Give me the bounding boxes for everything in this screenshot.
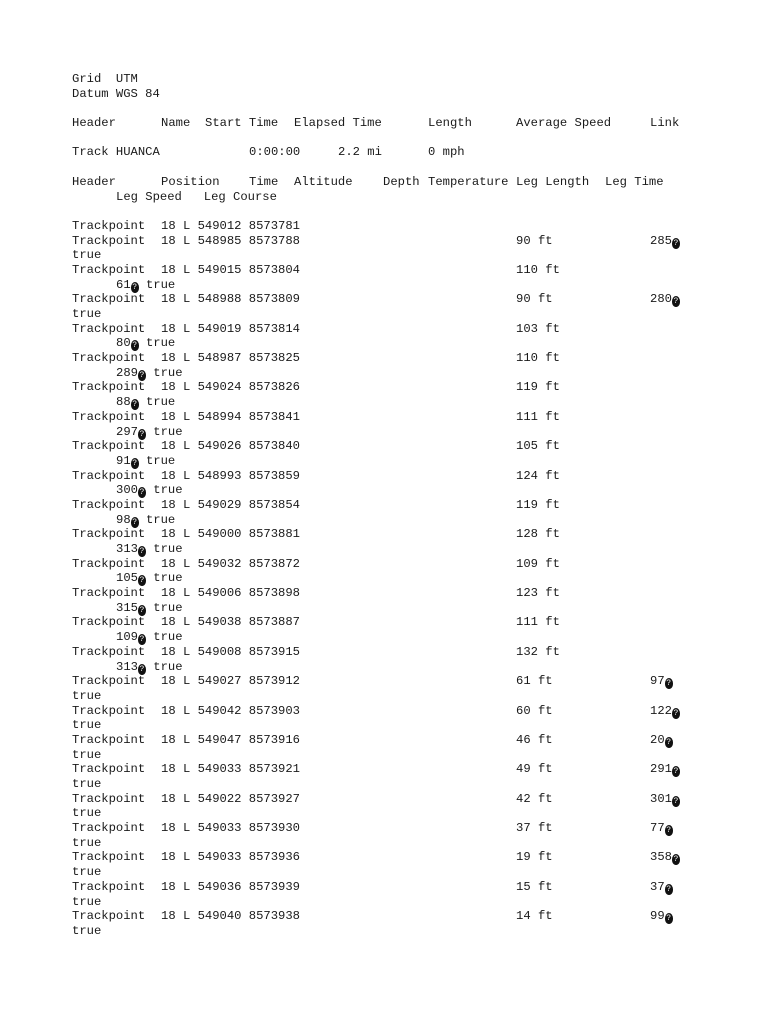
replacement-char-icon: ? <box>139 635 145 645</box>
wrap-true-value: true <box>72 894 102 909</box>
trackpoint-wrap-row <box>72 483 762 498</box>
trackpoint-row <box>72 733 762 748</box>
wrap-true-value: true <box>72 248 102 263</box>
wrap-course <box>116 366 183 381</box>
trackpoint-label: Trackpoint <box>72 644 146 659</box>
track-header-cell-3: Elapsed Time <box>294 116 382 131</box>
leg-course-value: 285 <box>650 233 672 248</box>
trackpoint-label: Trackpoint <box>72 674 146 689</box>
wrap-true-value: true <box>72 747 102 762</box>
leg-length: 124 ft <box>516 468 560 483</box>
leg-length: 19 ft <box>516 850 553 865</box>
trackpoint-position: 18 L 548987 8573825 <box>161 351 300 366</box>
track-header-cell-5: Average Speed <box>516 116 612 131</box>
trackpoint-row <box>72 292 762 307</box>
trackpoint-wrap-row <box>72 571 762 586</box>
trackpoint-label: Trackpoint <box>72 879 146 894</box>
leg-length: 60 ft <box>516 703 553 718</box>
wrap-true-value: true <box>72 865 102 880</box>
wrap-true-value: true <box>72 307 102 321</box>
gps-track-document <box>72 72 762 939</box>
trackpoint-row <box>72 909 762 924</box>
replacement-char-icon: ? <box>139 547 145 556</box>
replacement-char-icon: ? <box>673 297 679 307</box>
wrap-course-value: 61 <box>116 277 131 292</box>
trackpoint-label: Trackpoint <box>72 262 146 277</box>
true-text <box>139 454 146 468</box>
wrap-true-value: true <box>145 453 176 468</box>
trackpoint-row <box>72 792 762 807</box>
wrap-true-value: true <box>72 806 102 821</box>
trackpoint-wrap-row <box>72 924 762 939</box>
leg-course <box>650 850 680 865</box>
trackpoint-wrap-row <box>72 718 762 733</box>
trackpoint-row <box>72 469 762 484</box>
wrap-course-value: 91 <box>116 453 131 468</box>
point-header-cell-6: Leg Length <box>516 174 590 189</box>
leg-length: 110 ft <box>516 262 560 277</box>
datum-line <box>72 87 762 102</box>
leg-course-value: 37 <box>650 879 665 894</box>
trackpoint-label: Trackpoint <box>72 732 146 747</box>
trackpoint-wrap-row <box>72 336 762 351</box>
leg-length: 123 ft <box>516 586 560 601</box>
trackpoint-wrap-row <box>72 660 762 675</box>
trackpoint-wrap-row <box>72 601 762 616</box>
trackpoint-row <box>72 615 762 630</box>
trackpoint-row <box>72 498 762 513</box>
wrap-true-value: true <box>153 630 183 645</box>
trackpoint-label: Trackpoint <box>72 233 146 248</box>
spacer <box>72 131 762 146</box>
track-header-cell-0: Header <box>72 116 116 131</box>
leg-course <box>650 704 680 719</box>
wrap-true-value: true <box>72 718 102 733</box>
leg-length: 119 ft <box>516 497 560 512</box>
trackpoint-label: Trackpoint <box>72 292 146 307</box>
trackpoint-position: 18 L 549022 8573927 <box>161 791 300 806</box>
trackpoint-row <box>72 850 762 865</box>
trackpoint-label: Trackpoint <box>72 351 146 366</box>
leg-length: 90 ft <box>516 233 553 248</box>
trackpoint-header-wrap <box>72 190 762 205</box>
trackpoint-position: 18 L 548988 8573809 <box>161 292 300 307</box>
trackpoint-label: Trackpoint <box>72 703 146 718</box>
wrap-course-value: 80 <box>116 336 131 351</box>
wrap-course-value: 98 <box>116 512 131 527</box>
replacement-char-icon: ? <box>139 429 145 439</box>
replacement-char-icon: ? <box>132 282 138 292</box>
wrap-true-value: true <box>72 777 102 791</box>
spacer <box>72 204 762 219</box>
replacement-char-icon: ? <box>132 517 138 527</box>
trackpoint-position: 18 L 549008 8573915 <box>161 644 300 659</box>
trackpoint-wrap-row <box>72 248 762 263</box>
wrap-course-value: 109 <box>116 630 138 645</box>
trackpoint-label: Trackpoint <box>72 409 146 424</box>
trackpoint-position: 18 L 549015 8573804 <box>161 262 300 277</box>
trackpoint-label: Trackpoint <box>72 218 146 233</box>
trackpoint-position: 18 L 549006 8573898 <box>161 586 300 601</box>
wrap-course <box>116 660 183 675</box>
trackpoint-position: 18 L 549033 8573930 <box>161 821 300 836</box>
leg-length: 37 ft <box>516 821 553 836</box>
wrap-course <box>116 336 175 351</box>
trackpoint-wrap-row <box>72 425 762 440</box>
replacement-char-icon: ? <box>666 914 672 924</box>
leg-course <box>650 909 673 924</box>
leg-course-value: 291 <box>650 762 672 777</box>
wrap-course-value: 88 <box>116 395 131 410</box>
trackpoint-row <box>72 821 762 836</box>
wrap-course-value: 289 <box>116 365 138 380</box>
trackpoint-row <box>72 410 762 425</box>
trackpoint-position: 18 L 549047 8573916 <box>161 732 300 747</box>
leg-course-value: 301 <box>650 791 672 806</box>
trackpoint-row <box>72 645 762 660</box>
trackpoint-position: 18 L 549038 8573887 <box>161 615 300 630</box>
spacer <box>72 101 762 116</box>
replacement-char-icon: ? <box>666 737 672 747</box>
wrap-true-value: true <box>72 923 102 938</box>
wrap-true-value: true <box>145 395 176 410</box>
replacement-char-icon: ? <box>673 708 679 718</box>
trackpoint-position: 18 L 549036 8573939 <box>161 879 300 894</box>
wrap-course-value: 297 <box>116 424 138 439</box>
wrap-true-value: true <box>153 542 183 556</box>
replacement-char-icon: ? <box>139 605 145 615</box>
wrap-course-value: 313 <box>116 542 138 556</box>
point-header-cell-5: Temperature <box>428 174 509 189</box>
leg-course <box>650 821 673 836</box>
leg-length: 42 ft <box>516 791 553 806</box>
point-header-cell-4: Depth <box>383 174 420 189</box>
trackpoint-row <box>72 351 762 366</box>
trackpoint-position: 18 L 548994 8573841 <box>161 409 300 424</box>
wrap-true-value: true <box>153 365 183 380</box>
wrap-course <box>116 483 183 498</box>
wrap-course <box>116 454 175 469</box>
replacement-char-icon: ? <box>139 488 145 498</box>
grid-line <box>72 72 762 87</box>
wrap-true-value: true <box>145 512 176 527</box>
trackpoint-label: Trackpoint <box>72 850 146 865</box>
leg-length: 111 ft <box>516 409 560 424</box>
replacement-char-icon: ? <box>666 679 672 689</box>
grid-text: Grid UTM <box>72 72 138 86</box>
true-text <box>139 513 146 527</box>
trackpoint-row <box>72 880 762 895</box>
trackpoint-wrap-row <box>72 836 762 851</box>
header-wrap-text: Leg Speed Leg Course <box>116 189 277 204</box>
trackpoint-label: Trackpoint <box>72 909 146 924</box>
trackpoint-wrap-row <box>72 865 762 880</box>
leg-length: 110 ft <box>516 351 560 366</box>
trackpoint-position: 18 L 549012 8573781 <box>161 218 300 233</box>
wrap-course <box>116 542 183 557</box>
replacement-char-icon: ? <box>139 370 145 380</box>
leg-course <box>650 762 680 777</box>
replacement-char-icon: ? <box>673 796 679 806</box>
trackpoint-wrap-row <box>72 366 762 381</box>
wrap-true-value: true <box>145 336 176 351</box>
trackpoint-row <box>72 439 762 454</box>
track-cell-0: Track HUANCA <box>72 145 160 160</box>
trackpoint-wrap-row <box>72 542 762 557</box>
trackpoint-row <box>72 586 762 601</box>
trackpoint-label: Trackpoint <box>72 527 146 542</box>
replacement-char-icon: ? <box>132 400 138 410</box>
trackpoint-row <box>72 380 762 395</box>
trackpoint-wrap-row <box>72 278 762 293</box>
wrap-true-value: true <box>153 483 183 498</box>
leg-course-value: 280 <box>650 292 672 307</box>
trackpoint-row <box>72 234 762 249</box>
trackpoint-label: Trackpoint <box>72 468 146 483</box>
leg-course <box>650 234 680 249</box>
trackpoint-position: 18 L 549029 8573854 <box>161 497 300 512</box>
trackpoint-position: 18 L 549042 8573903 <box>161 703 300 718</box>
track-header-cell-4: Length <box>428 116 472 131</box>
leg-course <box>650 674 673 689</box>
leg-length: 103 ft <box>516 321 560 336</box>
trackpoint-header-row <box>72 175 762 190</box>
replacement-char-icon: ? <box>666 826 672 836</box>
leg-length: 128 ft <box>516 527 560 542</box>
point-header-cell-7: Leg Time <box>605 174 664 189</box>
replacement-char-icon: ? <box>666 884 672 894</box>
leg-length: 61 ft <box>516 674 553 689</box>
wrap-course <box>116 425 183 440</box>
wrap-course <box>116 513 175 528</box>
leg-length: 105 ft <box>516 439 560 454</box>
trackpoint-label: Trackpoint <box>72 439 146 454</box>
leg-course <box>650 733 673 748</box>
replacement-char-icon: ? <box>132 341 138 351</box>
replacement-char-icon: ? <box>673 855 679 865</box>
leg-course <box>650 880 673 895</box>
trackpoint-row <box>72 762 762 777</box>
true-text <box>139 336 146 350</box>
trackpoint-row <box>72 557 762 572</box>
replacement-char-icon: ? <box>139 576 145 586</box>
replacement-char-icon: ? <box>673 767 679 777</box>
point-header-cell-2: Time <box>249 174 279 189</box>
track-cell-1: 0:00:00 <box>249 145 301 160</box>
wrap-true-value: true <box>153 571 183 586</box>
datum-text: Datum WGS 84 <box>72 86 160 101</box>
trackpoint-label: Trackpoint <box>72 380 146 395</box>
trackpoint-position: 18 L 549024 8573826 <box>161 380 300 395</box>
leg-length: 90 ft <box>516 292 553 307</box>
trackpoint-wrap-row <box>72 395 762 410</box>
trackpoint-position: 18 L 549033 8573936 <box>161 850 300 865</box>
trackpoint-row <box>72 263 762 278</box>
leg-length: 46 ft <box>516 732 553 747</box>
trackpoint-position: 18 L 549000 8573881 <box>161 527 300 542</box>
trackpoint-position: 18 L 549027 8573912 <box>161 674 300 689</box>
wrap-course-value: 313 <box>116 659 138 674</box>
leg-course-value: 20 <box>650 732 665 747</box>
wrap-course <box>116 630 183 645</box>
trackpoint-list <box>72 219 762 939</box>
wrap-course-value: 105 <box>116 571 138 586</box>
trackpoint-label: Trackpoint <box>72 821 146 836</box>
wrap-true-value: true <box>72 688 102 703</box>
replacement-char-icon: ? <box>673 238 679 248</box>
wrap-true-value: true <box>153 600 183 615</box>
trackpoint-label: Trackpoint <box>72 321 146 336</box>
leg-length: 132 ft <box>516 644 560 659</box>
trackpoint-label: Trackpoint <box>72 615 146 630</box>
trackpoint-wrap-row <box>72 630 762 645</box>
point-header-cell-0: Header <box>72 174 116 189</box>
point-header-cell-3: Altitude <box>294 174 353 189</box>
wrap-course-value: 315 <box>116 600 138 615</box>
trackpoint-row <box>72 674 762 689</box>
point-header-cell-1: Position <box>161 174 220 189</box>
leg-course-value: 358 <box>650 850 672 865</box>
trackpoint-wrap-row <box>72 748 762 763</box>
track-header-row <box>72 116 762 131</box>
wrap-course-value: 300 <box>116 483 138 498</box>
trackpoint-wrap-row <box>72 689 762 704</box>
trackpoint-position: 18 L 549032 8573872 <box>161 556 300 571</box>
trackpoint-row <box>72 322 762 337</box>
trackpoint-wrap-row <box>72 513 762 528</box>
wrap-course <box>116 278 175 293</box>
trackpoint-wrap-row <box>72 307 762 322</box>
replacement-char-icon: ? <box>139 664 145 674</box>
wrap-true-value: true <box>153 659 183 674</box>
wrap-course <box>116 571 183 586</box>
track-header-cell-1: Name <box>161 116 191 131</box>
trackpoint-position: 18 L 548993 8573859 <box>161 468 300 483</box>
trackpoint-wrap-row <box>72 895 762 910</box>
leg-course-value: 99 <box>650 909 665 924</box>
leg-course-value: 97 <box>650 674 665 689</box>
leg-length: 15 ft <box>516 879 553 894</box>
leg-length: 14 ft <box>516 909 553 924</box>
trackpoint-label: Trackpoint <box>72 762 146 777</box>
leg-course-value: 122 <box>650 703 672 718</box>
true-text <box>139 278 146 292</box>
leg-length: 111 ft <box>516 615 560 630</box>
wrap-true-value: true <box>145 277 176 292</box>
wrap-true-value: true <box>72 835 102 850</box>
true-text <box>139 395 146 409</box>
track-summary-row <box>72 145 762 160</box>
trackpoint-row <box>72 704 762 719</box>
trackpoint-position: 18 L 549040 8573938 <box>161 909 300 924</box>
replacement-char-icon: ? <box>132 458 138 468</box>
trackpoint-row <box>72 219 762 234</box>
spacer <box>72 160 762 175</box>
track-header-cell-6: Link <box>650 116 680 131</box>
track-header-cell-2: Start Time <box>205 116 279 131</box>
trackpoint-row <box>72 527 762 542</box>
trackpoint-wrap-row <box>72 806 762 821</box>
wrap-course <box>116 395 175 410</box>
trackpoint-label: Trackpoint <box>72 556 146 571</box>
trackpoint-position: 18 L 549019 8573814 <box>161 321 300 336</box>
leg-course-value: 77 <box>650 821 665 836</box>
trackpoint-position: 18 L 549033 8573921 <box>161 762 300 777</box>
leg-course <box>650 792 680 807</box>
leg-course <box>650 292 680 307</box>
wrap-true-value: true <box>153 424 183 439</box>
trackpoint-label: Trackpoint <box>72 586 146 601</box>
wrap-course <box>116 601 183 616</box>
leg-length: 49 ft <box>516 762 553 777</box>
trackpoint-position: 18 L 549026 8573840 <box>161 439 300 454</box>
leg-length: 109 ft <box>516 556 560 571</box>
track-cell-3: 0 mph <box>428 145 465 160</box>
trackpoint-position: 18 L 548985 8573788 <box>161 233 300 248</box>
leg-length: 119 ft <box>516 380 560 395</box>
track-cell-2: 2.2 mi <box>338 145 382 160</box>
trackpoint-wrap-row <box>72 777 762 792</box>
trackpoint-label: Trackpoint <box>72 791 146 806</box>
trackpoint-label: Trackpoint <box>72 497 146 512</box>
trackpoint-wrap-row <box>72 454 762 469</box>
